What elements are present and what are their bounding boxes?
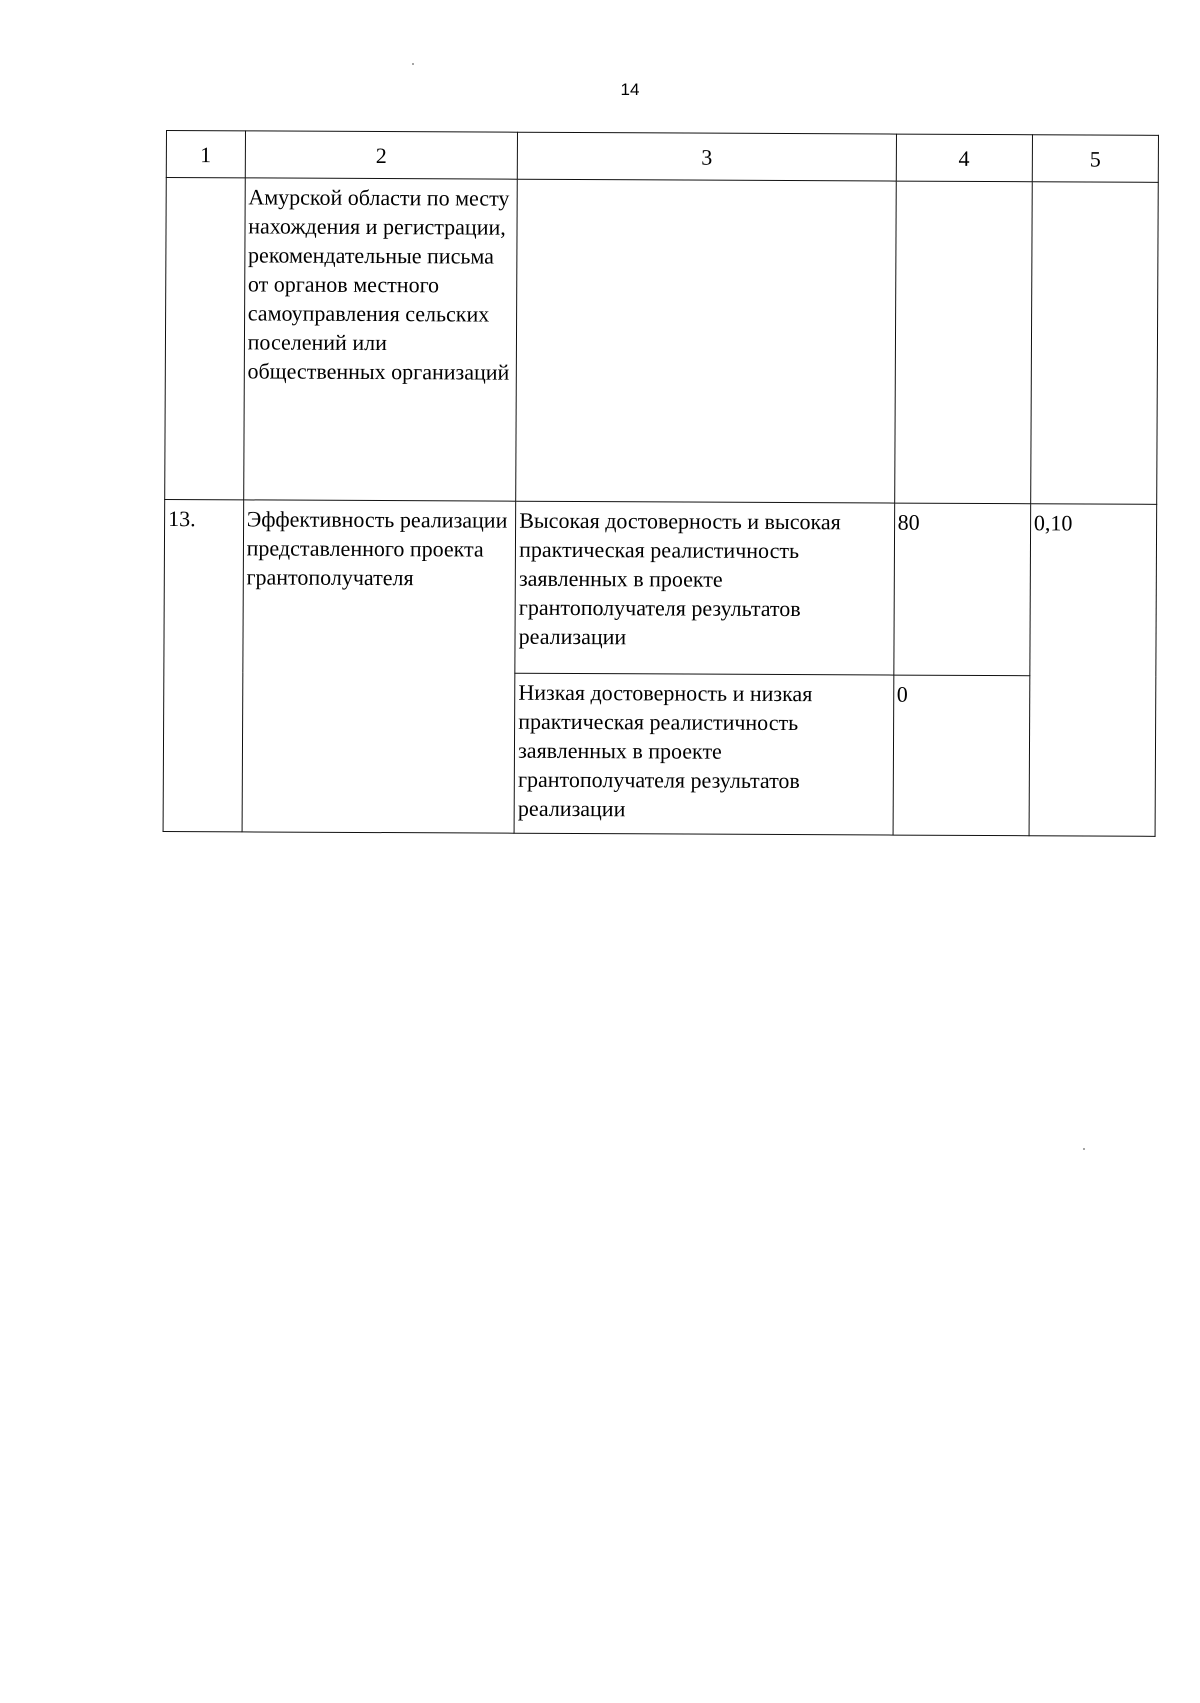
header-cell: 3 <box>517 132 896 181</box>
description-cell <box>515 501 894 675</box>
option-description: Низкая достоверность и низкая практическая реалистичность заявленных в проекте грантополучателя результатов реализации <box>517 679 813 822</box>
criterion-weight: 0,10 <box>1033 510 1073 536</box>
option-score: 80 <box>897 509 920 535</box>
criterion-text: Амурской области по месту нахождения и регистрации, рекомендательные письма от органов местного самоуправления сельских поселений или общественных организаций <box>247 184 510 385</box>
description-cell <box>516 179 896 503</box>
table-row-13 <box>164 499 1157 676</box>
table-row-continuation <box>165 178 1159 505</box>
weight-cell <box>1031 182 1159 505</box>
option-score: 0 <box>896 681 908 707</box>
weight-cell <box>1029 504 1157 837</box>
header-cell: 1 <box>166 131 245 178</box>
row-number: 13. <box>168 506 196 532</box>
description-cell <box>514 673 893 835</box>
score-cell <box>893 675 1030 836</box>
criteria-table <box>163 130 1159 837</box>
header-cell: 4 <box>896 134 1032 182</box>
score-cell <box>894 181 1032 504</box>
page-number: 14 <box>620 80 640 99</box>
scan-artifact <box>1083 1148 1085 1150</box>
row-number-cell <box>165 178 245 500</box>
scan-artifact <box>412 63 414 65</box>
criterion-cell <box>242 500 516 833</box>
criterion-text: Эффективность реализации представленного проекта грантополучателя <box>246 506 508 591</box>
row-number-cell <box>163 499 243 831</box>
criterion-cell <box>243 178 517 501</box>
header-cell: 5 <box>1032 135 1158 183</box>
header-cell: 2 <box>245 131 518 179</box>
table-header-row <box>166 131 1158 183</box>
score-cell <box>893 503 1030 676</box>
option-description: Высокая достоверность и высокая практическая реалистичность заявленных в проекте грантополучателя результатов реализации <box>518 507 841 650</box>
